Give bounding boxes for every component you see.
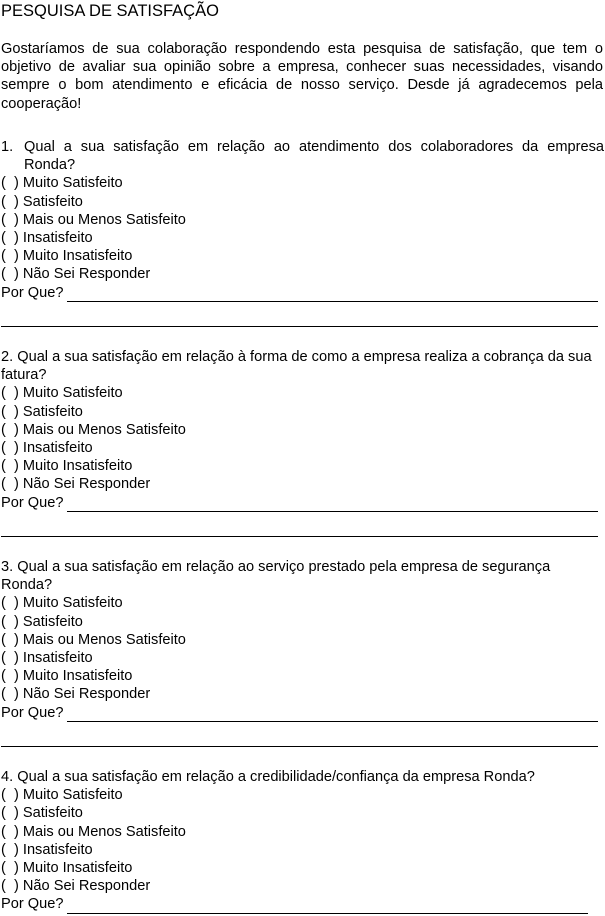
question-label: 3. Qual a sua satisfação em relação ao serviço prestado pela empresa de segurança Ronda? [1,559,551,594]
question-3 [1,558,604,747]
option-mais-ou-menos: ( ) Mais ou Menos Satisfeito [1,421,186,438]
answer-line [67,497,598,512]
why-label: Por Que? [1,494,64,511]
option-satisfeito: ( ) Satisfeito [1,403,83,420]
question-number: 1. [1,139,14,155]
option-muito-satisfeito: ( ) Muito Satisfeito [1,385,123,402]
answer-line-extra [1,722,598,747]
option-mais-ou-menos: ( ) Mais ou Menos Satisfeito [1,823,186,840]
why-label: Por Que? [1,704,64,721]
answer-line [67,707,598,722]
question-text [1,138,604,174]
option-muito-insatisfeito: ( ) Muito Insatisfeito [1,458,133,475]
question-label: 2. Qual a sua satisfação em relação à forma de como a empresa realiza a cobrança da sua fatura? [1,349,592,384]
option-mais-ou-menos: ( ) Mais ou Menos Satisfeito [1,211,186,228]
why-label: Por Que? [1,284,64,301]
option-muito-satisfeito: ( ) Muito Satisfeito [1,787,123,804]
option-muito-insatisfeito: ( ) Muito Insatisfeito [1,248,133,265]
why-field [1,284,598,302]
option-muito-satisfeito: ( ) Muito Satisfeito [1,595,123,612]
question-2 [1,348,604,537]
option-insatisfeito: ( ) Insatisfeito [1,230,93,247]
question-label: 4. Qual a sua satisfação em relação a credibilidade/confiança da empresa Ronda? [1,769,535,785]
page-title: PESQUISA DE SATISFAÇÃO [1,2,219,20]
answer-line-extra [1,302,598,327]
option-insatisfeito: ( ) Insatisfeito [1,440,93,457]
intro-paragraph: Gostaríamos de sua colaboração respondendo esta pesquisa de satisfação, que tem o objetivo de avaliar sua opinião sobre a empresa, conhecer suas necessidades, visando sempre o bom atendimento e eficácia de nosso serviço. Desde já agradecemos pela cooperação! [1,41,603,112]
option-nao-sei: ( ) Não Sei Responder [1,878,151,895]
option-nao-sei: ( ) Não Sei Responder [1,476,151,493]
option-muito-satisfeito: ( ) Muito Satisfeito [1,175,123,192]
option-mais-ou-menos: ( ) Mais ou Menos Satisfeito [1,631,186,648]
option-muito-insatisfeito: ( ) Muito Insatisfeito [1,860,133,877]
option-nao-sei: ( ) Não Sei Responder [1,686,151,703]
question-label: Qual a sua satisfação em relação ao atendimento dos colaboradores da empresa Ronda? [24,139,604,174]
why-field [1,704,598,722]
answer-line-extra [1,512,598,537]
option-satisfeito: ( ) Satisfeito [1,193,83,210]
why-field [1,895,588,913]
why-field [1,494,598,512]
question-4 [1,768,604,914]
option-muito-insatisfeito: ( ) Muito Insatisfeito [1,668,133,685]
option-insatisfeito: ( ) Insatisfeito [1,841,93,858]
option-satisfeito: ( ) Satisfeito [1,805,83,822]
answer-line [67,899,588,914]
option-nao-sei: ( ) Não Sei Responder [1,266,151,283]
option-insatisfeito: ( ) Insatisfeito [1,650,93,667]
option-satisfeito: ( ) Satisfeito [1,613,83,630]
answer-line [67,287,598,302]
why-label: Por Que? [1,896,64,913]
question-1 [1,138,604,327]
